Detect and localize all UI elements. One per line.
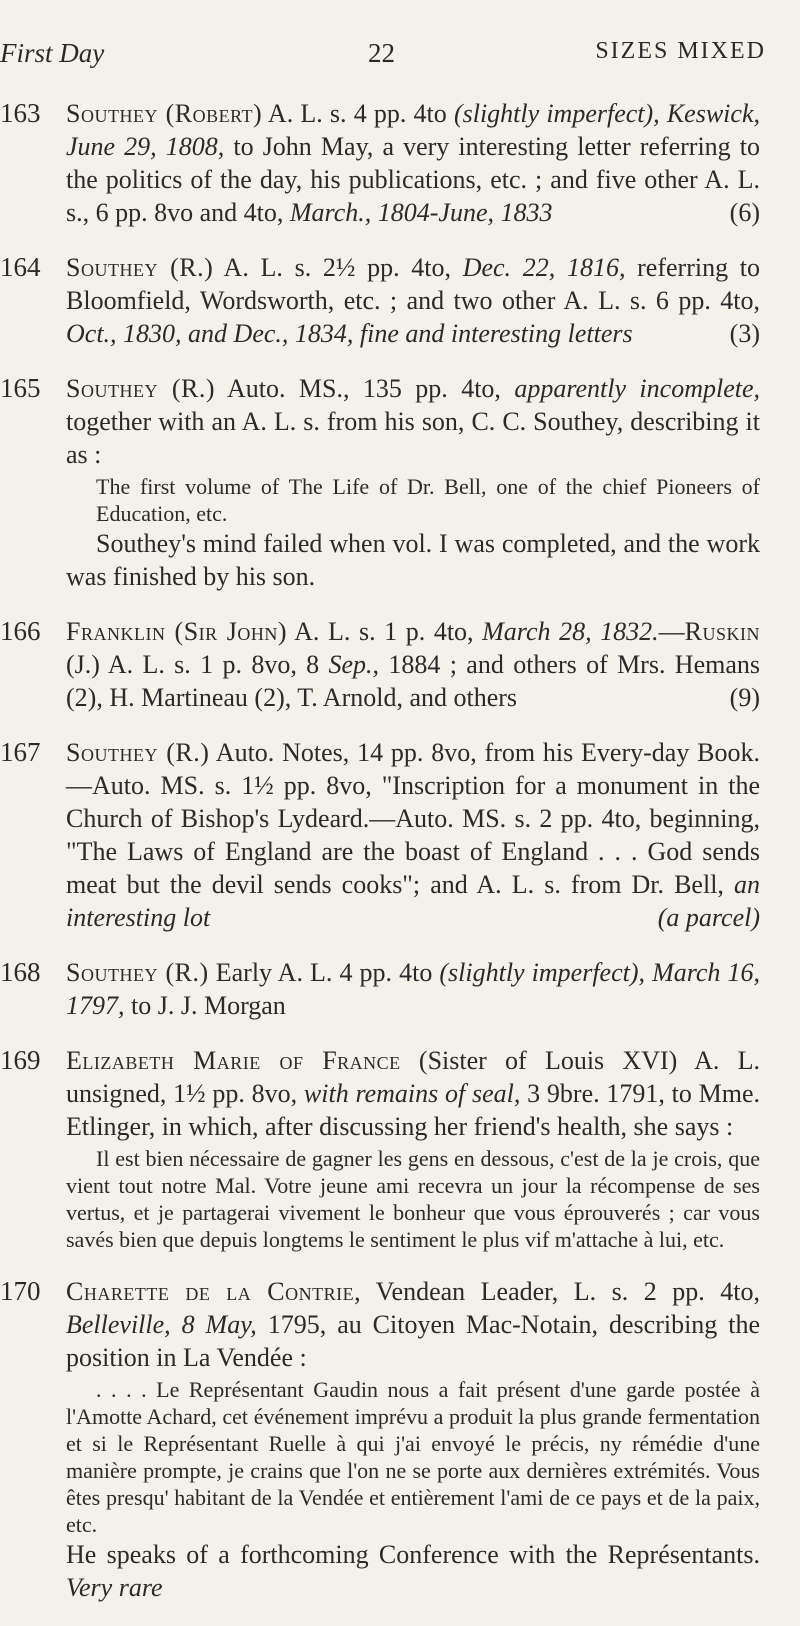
lot-text: Auto. MS., 135 pp. 4to, — [215, 374, 515, 403]
lot-166 — [0, 615, 800, 714]
lot-quote: Il est bien nécessaire de gagner les gens en dessous, c'est de la je crois, que vient tout notre Mal. Votre jeune ami recevra un jour la récompense de ses vertus, et je partagerai vivement le bonheur que vous éprouverés ; car vous savés bien que depuis longtems le sentiment le plus vif m'attache à lui, etc. — [66, 1146, 760, 1252]
lot-author: Charette de la Contrie — [66, 1277, 355, 1306]
lot-author: Southey (R.) — [66, 253, 214, 282]
lot-count: (9) — [729, 683, 760, 712]
lot-text: A. L. s. 2½ pp. 4to, — [213, 253, 463, 282]
lot-170 — [0, 1275, 800, 1604]
lot-author: Elizabeth Marie of France — [66, 1046, 401, 1075]
lot-number: 163 — [0, 98, 41, 128]
lot-number: 170 — [0, 1276, 41, 1306]
lot-count: (6) — [729, 198, 760, 227]
lot-text: Auto. Notes, 14 pp. 8vo, from his Every-day Book.—Auto. MS. s. 1½ pp. 8vo, "Inscription for a monument in the Church of Bishop's Lydeard.—Auto. MS. s. 2 pp. 4to, beginning, "The Laws of England are the boast of England . . . God sends meat but the devil sends cooks"; and A. L. s. from Dr. Bell, — [66, 738, 760, 899]
lot-text: 1884 ; and others of Mrs. Hemans (2), H. Martineau (2), T. Arnold, and others — [66, 650, 761, 712]
lot-text-italic: Belleville, 8 May, — [66, 1310, 257, 1339]
lot-text-italic: March 28, 1832. — [482, 617, 659, 646]
lot-description — [66, 1044, 760, 1253]
running-head-right: SIZES MIXED — [595, 38, 766, 64]
lot-author: Southey (Robert) — [66, 99, 263, 128]
lot-count: (a parcel) — [657, 903, 760, 932]
lot-text: A. L. s. 1 p. 4to, — [287, 617, 483, 646]
lot-text-italic: apparently incomplete, — [514, 374, 760, 403]
lot-164 — [0, 251, 800, 350]
lot-note: Southey's mind failed when vol. I was completed, and the work was finished by his son. — [66, 529, 760, 591]
lot-list — [0, 97, 800, 1626]
lot-description — [66, 251, 760, 350]
lot-text: — — [658, 617, 685, 646]
lot-text: (Sister of Louis XVI) A. L. unsigned, 1½ pp. 8vo, — [66, 1046, 761, 1108]
lot-text: Early A. L. 4 pp. 4to — [208, 958, 440, 987]
lot-text: He speaks of a forthcoming Conference with the Représentants. — [66, 1540, 760, 1569]
lot-author: Ruskin — [684, 617, 760, 646]
lot-quote: . . . . Le Représentant Gaudin nous a fait présent d'une garde postée à l'Amotte Achard, cet événement imprévu a produit la plus grande fermentation et si le Représentant Ruelle à qui j'ai envoyé le précis, ny rémédie d'une manière prompte, je crains que l'on ne se porte aux dernières extrémités. Vous êtes presqu' habitant de la Vendée et entièrement l'ami de ce pays et de la paix, etc. — [66, 1377, 760, 1537]
lot-text-italic: Oct., 1830, and Dec., 1834, fine and interesting letters — [66, 319, 633, 348]
lot-author: Franklin (Sir John) — [66, 617, 288, 646]
lot-description — [66, 615, 760, 714]
lot-text-italic: with remains of seal, — [303, 1079, 521, 1108]
lot-text: referring to Bloomfield, Wordsworth, etc. ; and two other A. L. s. 6 pp. 4to, — [66, 253, 760, 315]
lot-text: A. L. s. 4 pp. 4to — [262, 99, 454, 128]
lot-author: Southey (R.) — [66, 958, 209, 987]
lot-text-italic: an interesting lot — [66, 870, 760, 932]
lot-text: together with an A. L. s. from his son, C. C. Southey, describing it as : — [66, 407, 760, 469]
lot-169 — [0, 1044, 800, 1253]
lot-number: 166 — [0, 616, 41, 646]
lot-description — [66, 1275, 760, 1604]
lot-text: 1795, au Citoyen Mac-Notain, describing the position in La Vendée : — [66, 1310, 760, 1372]
lot-text-italic: (slightly imperfect), March 16, 1797, — [66, 958, 760, 1020]
lot-count: (3) — [729, 319, 760, 348]
lot-text: (J.) A. L. s. 1 p. 8vo, 8 — [66, 650, 329, 679]
lot-text-italic: March., 1804-June, 1833 — [289, 198, 553, 227]
lot-text: to J. J. Morgan — [124, 991, 286, 1020]
page-number: 22 — [368, 38, 395, 68]
page-header — [0, 38, 800, 78]
lot-text: to John May, a very interesting letter referring to the politics of the day, his publications, etc. ; and five other A. L. s., 6 pp. 8vo and 4to, — [66, 132, 760, 227]
lot-text-italic: Sep., — [328, 650, 380, 679]
lot-number: 164 — [0, 252, 41, 282]
lot-text-italic: Very rare — [66, 1573, 163, 1602]
lot-number: 167 — [0, 737, 41, 767]
lot-note — [66, 1538, 760, 1604]
running-head-left: First Day — [0, 38, 105, 68]
lot-author: Southey (R.) — [66, 738, 210, 767]
lot-168 — [0, 956, 800, 1022]
lot-167 — [0, 736, 800, 934]
lot-163 — [0, 97, 800, 229]
lot-number: 169 — [0, 1045, 41, 1075]
lot-text-italic: (slightly imperfect), Keswick, June 29, 1808, — [66, 99, 760, 161]
lot-description — [66, 956, 760, 1022]
lot-quote: The first volume of The Life of Dr. Bell, one of the chief Pioneers of Education, etc. — [96, 474, 760, 526]
lot-number: 168 — [0, 957, 41, 987]
lot-number: 165 — [0, 373, 41, 403]
lot-description — [66, 372, 760, 593]
lot-165 — [0, 372, 800, 593]
lot-text: , Vendean Leader, L. s. 2 pp. 4to, — [354, 1277, 760, 1306]
lot-description — [66, 736, 760, 934]
lot-text: 3 9bre. 1791, to Mme. Etlinger, in which, after discussing her friend's health, she says : — [66, 1079, 760, 1141]
lot-author: Southey (R.) — [66, 374, 216, 403]
lot-text-italic: Dec. 22, 1816, — [462, 253, 626, 282]
lot-description — [66, 97, 760, 229]
